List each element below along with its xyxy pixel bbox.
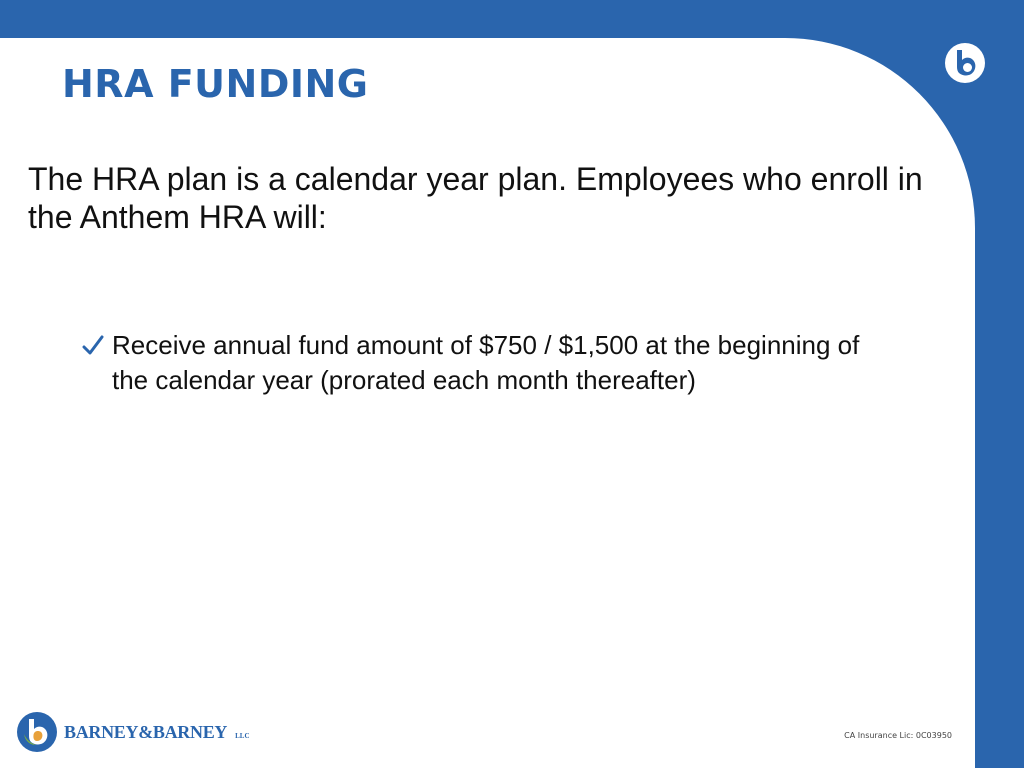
brand-name: BARNEY&BARNEY xyxy=(64,721,228,742)
content-panel xyxy=(0,38,975,768)
bullet-text: Receive annual fund amount of $750 / $1,500 at the beginning of the calendar year (prorated each month thereafter) xyxy=(112,330,860,395)
bullet-item xyxy=(82,328,862,398)
barney-b-icon xyxy=(944,42,986,84)
intro-text: The HRA plan is a calendar year plan. Employees who enroll in the Anthem HRA will: xyxy=(28,161,923,235)
brand-logo xyxy=(16,710,250,754)
brand-suffix: LLC xyxy=(235,732,250,740)
license-text: CA Insurance Lic: 0C03950 xyxy=(844,731,952,740)
slide-title: HRA FUNDING xyxy=(62,62,369,106)
barney-logo-icon xyxy=(16,711,58,753)
check-icon xyxy=(82,332,104,360)
